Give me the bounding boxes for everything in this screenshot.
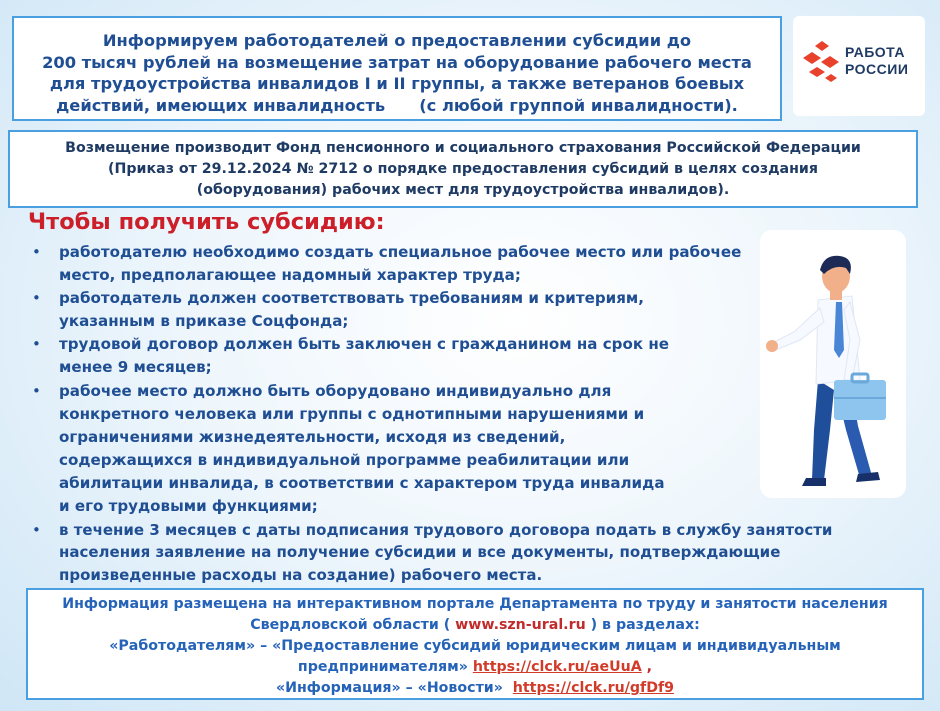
portal-line-4-prefix: предпринимателям»	[297, 659, 473, 675]
subsidies-link[interactable]: https://clck.ru/aeUuA	[472, 659, 642, 675]
condition-text-line: ограничениями жизнедеятельности, исходя из сведений,	[59, 427, 566, 446]
condition-text-line: указанным в приказе Соцфонда;	[59, 312, 349, 331]
illustration-card	[760, 230, 906, 498]
final-condition-list	[30, 519, 910, 586]
condition-text-line: конкретного человека или группы с однотипными нарушениями и	[59, 404, 645, 423]
fund-line-2: (Приказ от 29.12.2024 № 2712 о порядке предоставления субсидий в целях создания	[108, 161, 818, 177]
businessman-illustration	[760, 230, 906, 498]
condition-text-line: менее 9 месяцев;	[59, 358, 212, 377]
conditions-list	[30, 241, 770, 518]
bullet-marker: •	[32, 289, 41, 308]
fund-info-box	[8, 130, 918, 208]
logo-text-line-1: РАБОТА	[845, 44, 905, 60]
fund-line-1: Возмещение производит Фонд пенсионного и социального страхования Российской Федерации	[65, 140, 861, 156]
bullet-marker: •	[32, 335, 41, 354]
condition-text-line: населения заявление на получение субсидии и все документы, подтверждающие	[59, 543, 781, 562]
logo-mark-icon	[801, 40, 843, 84]
condition-text-line: рабочее место должно быть оборудовано индивидуально для	[59, 381, 612, 400]
announcement-line-2: 200 тысяч рублей на возмещение затрат на оборудование рабочего места	[42, 52, 752, 72]
portal-line-2	[32, 615, 918, 636]
bullet-marker: •	[32, 381, 41, 400]
portal-line-5-prefix: «Информация» – «Новости»	[275, 680, 513, 696]
portal-line-3: «Работодателям» – «Предоставление субсидий юридическим лицам и индивидуальным	[109, 638, 841, 654]
subsidy-announcement-box	[12, 16, 782, 121]
rabota-rossii-logo	[793, 16, 925, 116]
condition-text-line: и его трудовыми функциями;	[59, 497, 318, 516]
portal-line-2-prefix: Свердловской области (	[250, 617, 456, 633]
bullet-marker: •	[32, 243, 41, 261]
portal-line-1: Информация размещена на интерактивном портале Департамента по труду и занятости населения	[62, 596, 888, 612]
portal-line-2-suffix: ) в разделах:	[585, 617, 700, 633]
news-link[interactable]: https://clck.ru/gfDf9	[512, 680, 675, 696]
condition-item	[30, 333, 770, 379]
condition-item	[30, 287, 770, 333]
site-link[interactable]: www.szn-ural.ru	[455, 617, 586, 633]
announcement-line-3: для трудоустройства инвалидов I и II группы, а также ветеранов боевых	[49, 74, 745, 93]
condition-text-line: место, предполагающее надомный характер труда;	[59, 266, 521, 285]
condition-text-line: произведенные расходы на создание) рабочего места.	[59, 565, 543, 584]
portal-line-4	[32, 657, 918, 678]
portal-info-box	[26, 588, 924, 700]
condition-text-line: трудовой договор должен быть заключен с гражданином на срок не	[59, 335, 670, 354]
conditions-heading: Чтобы получить субсидию:	[28, 209, 385, 235]
bullet-marker: •	[32, 521, 41, 539]
announcement-line-4: действий, имеющих инвалидность (с любой группой инвалидности).	[56, 95, 738, 115]
condition-text-line: работодателю необходимо создать специальное рабочее место или рабочее	[59, 243, 742, 261]
fund-line-3: (оборудования) рабочих мест для трудоустройства инвалидов).	[196, 182, 730, 198]
condition-item	[30, 519, 910, 586]
condition-item	[30, 241, 770, 287]
condition-text-line: работодатель должен соответствовать требованиям и критериям,	[59, 289, 644, 308]
announcement-line-1: Информируем работодателей о предоставлении субсидии до	[102, 31, 692, 50]
condition-text-line: абилитации инвалида, в соответствии с характером труда инвалида	[59, 473, 665, 492]
portal-line-5	[32, 678, 918, 699]
condition-item	[30, 380, 770, 519]
condition-text-line: в течение 3 месяцев с даты подписания трудового договора подать в службу занятости	[59, 521, 833, 539]
portal-line-4-suffix: ,	[641, 659, 653, 675]
logo-text-line-2: РОССИИ	[845, 61, 909, 77]
condition-text-line: содержащихся в индивидуальной программе реабилитации или	[59, 450, 630, 469]
